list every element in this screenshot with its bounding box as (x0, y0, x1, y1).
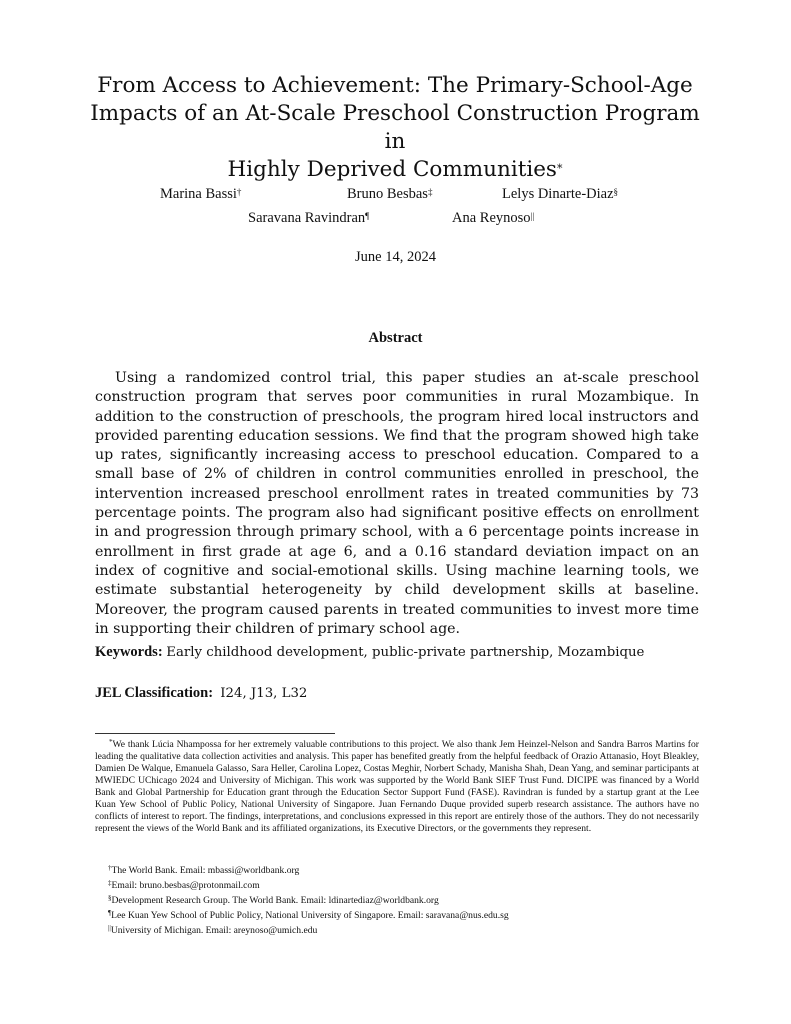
author-mark: § (613, 187, 619, 197)
acknowledgements-footnote (95, 739, 699, 835)
author-footnote (108, 925, 317, 937)
author-name: Ana Reynoso (452, 210, 531, 226)
author (452, 210, 534, 227)
footnote-mark: || (108, 924, 111, 932)
keywords-label: Keywords: (95, 644, 163, 660)
footnote-mark: † (108, 864, 112, 872)
author-footnote (108, 880, 260, 892)
title-line: Impacts of an At-Scale Preschool Construction Program in (90, 101, 700, 154)
author-footnote (108, 895, 439, 907)
footnote-mark: ‡ (108, 879, 112, 887)
footnote-divider (95, 733, 335, 734)
author-name: Marina Bassi (160, 186, 237, 202)
author (160, 186, 241, 203)
author-mark: ‡ (427, 187, 433, 197)
paper-date: June 14, 2024 (355, 249, 436, 265)
author-name: Bruno Besbas (347, 186, 428, 202)
footnote-text: We thank Lúcia Nhampossa for her extremely valuable contributions to this project. We also thank Jem Heinzel-Nelson and Sandra Barros Martins for leading the qualitative data collection activities and analysis. This paper has benefited greatly from the helpful feedback of Orazio Attanasio, Hoyt Bleakley, Damien De Walque, Emanuela Galasso, Sara Heller, Carolina Lopez, Costas Meghir, Norbert Schady, Manisha Shah, Dean Yang, and seminar participants at MWIEDC UChicago 2024 and University of Michigan. This work was supported by the World Bank SIEF Trust Fund. DICIPE was financed by a World Bank and Global Partnership for Education grant through the Education Sector Support Fund (FASE). Ravindran is funded by a startup grant at the Lee Kuan Yew School of Public Policy, National University of Singapore. Juan Fernando Duque provided superb research assistance. The authors have no conflicts of interest to report. The findings, interpretations, and conclusions expressed in this report are entirely those of the authors. They do not necessarily represent the views of the World Bank and its affiliated organizations, its Executive Directors, or the governments they represent. (95, 739, 699, 834)
author-mark: || (530, 211, 535, 221)
author-mark: ¶ (365, 211, 370, 221)
author-name: Lelys Dinarte-Diaz (502, 186, 614, 202)
footnote-text: Email: bruno.besbas@protonmail.com (111, 880, 260, 891)
title-footnote-mark: * (556, 162, 563, 175)
author (347, 186, 432, 203)
author-mark: † (236, 187, 242, 197)
footnote-mark: § (108, 894, 112, 902)
author-footnote (108, 910, 509, 922)
author (248, 210, 369, 227)
author (502, 186, 618, 203)
keywords-line (95, 644, 644, 661)
title-line (90, 156, 700, 187)
footnote-text: The World Bank. Email: mbassi@worldbank.org (111, 865, 300, 876)
footnote-text: Development Research Group. The World Bank. Email: ldinartediaz@worldbank.org (111, 895, 439, 906)
footnote-mark: ¶ (108, 909, 112, 917)
title-line-text: Highly Deprived Communities (227, 157, 557, 182)
author-name: Saravana Ravindran (248, 210, 366, 226)
jel-label: JEL Classification: (95, 685, 214, 701)
footnote-text: University of Michigan. Email: areynoso@umich.edu (110, 925, 318, 936)
paper-title (90, 72, 700, 187)
keywords-value: Early childhood development, public-private partnership, Mozambique (166, 645, 645, 660)
jel-line (95, 685, 307, 702)
footnote-mark: * (109, 738, 113, 746)
footnote-text: Lee Kuan Yew School of Public Policy, National University of Singapore. Email: saravana@nus.edu.sg (111, 910, 509, 921)
jel-value: I24, J13, L32 (220, 686, 308, 701)
title-line: From Access to Achievement: The Primary-School-Age (97, 73, 693, 98)
abstract-text: Using a randomized control trial, this paper studies an at-scale preschool construction program that serves poor communities in rural Mozambique. In addition to the construction of preschools, the program hired local instructors and provided parenting education sessions. We find that the program showed high take up rates, significantly increasing access to preschool education. Compared to a small base of 2% of children in control communities enrolled in preschool, the intervention increased preschool enrollment rates in treated communities by 73 percentage points. The program also had significant positive effects on enrollment in and progression through primary school, with a 6 percentage points increase in enrollment in first grade at age 6, and a 0.16 standard deviation impact on an index of cognitive and social-emotional skills. Using machine learning tools, we estimate substantial heterogeneity by child development skills at baseline. Moreover, the program caused parents in treated communities to invest more time in supporting their children of primary school age. (95, 370, 699, 637)
abstract-heading: Abstract (368, 330, 423, 346)
author-footnote (108, 865, 299, 877)
